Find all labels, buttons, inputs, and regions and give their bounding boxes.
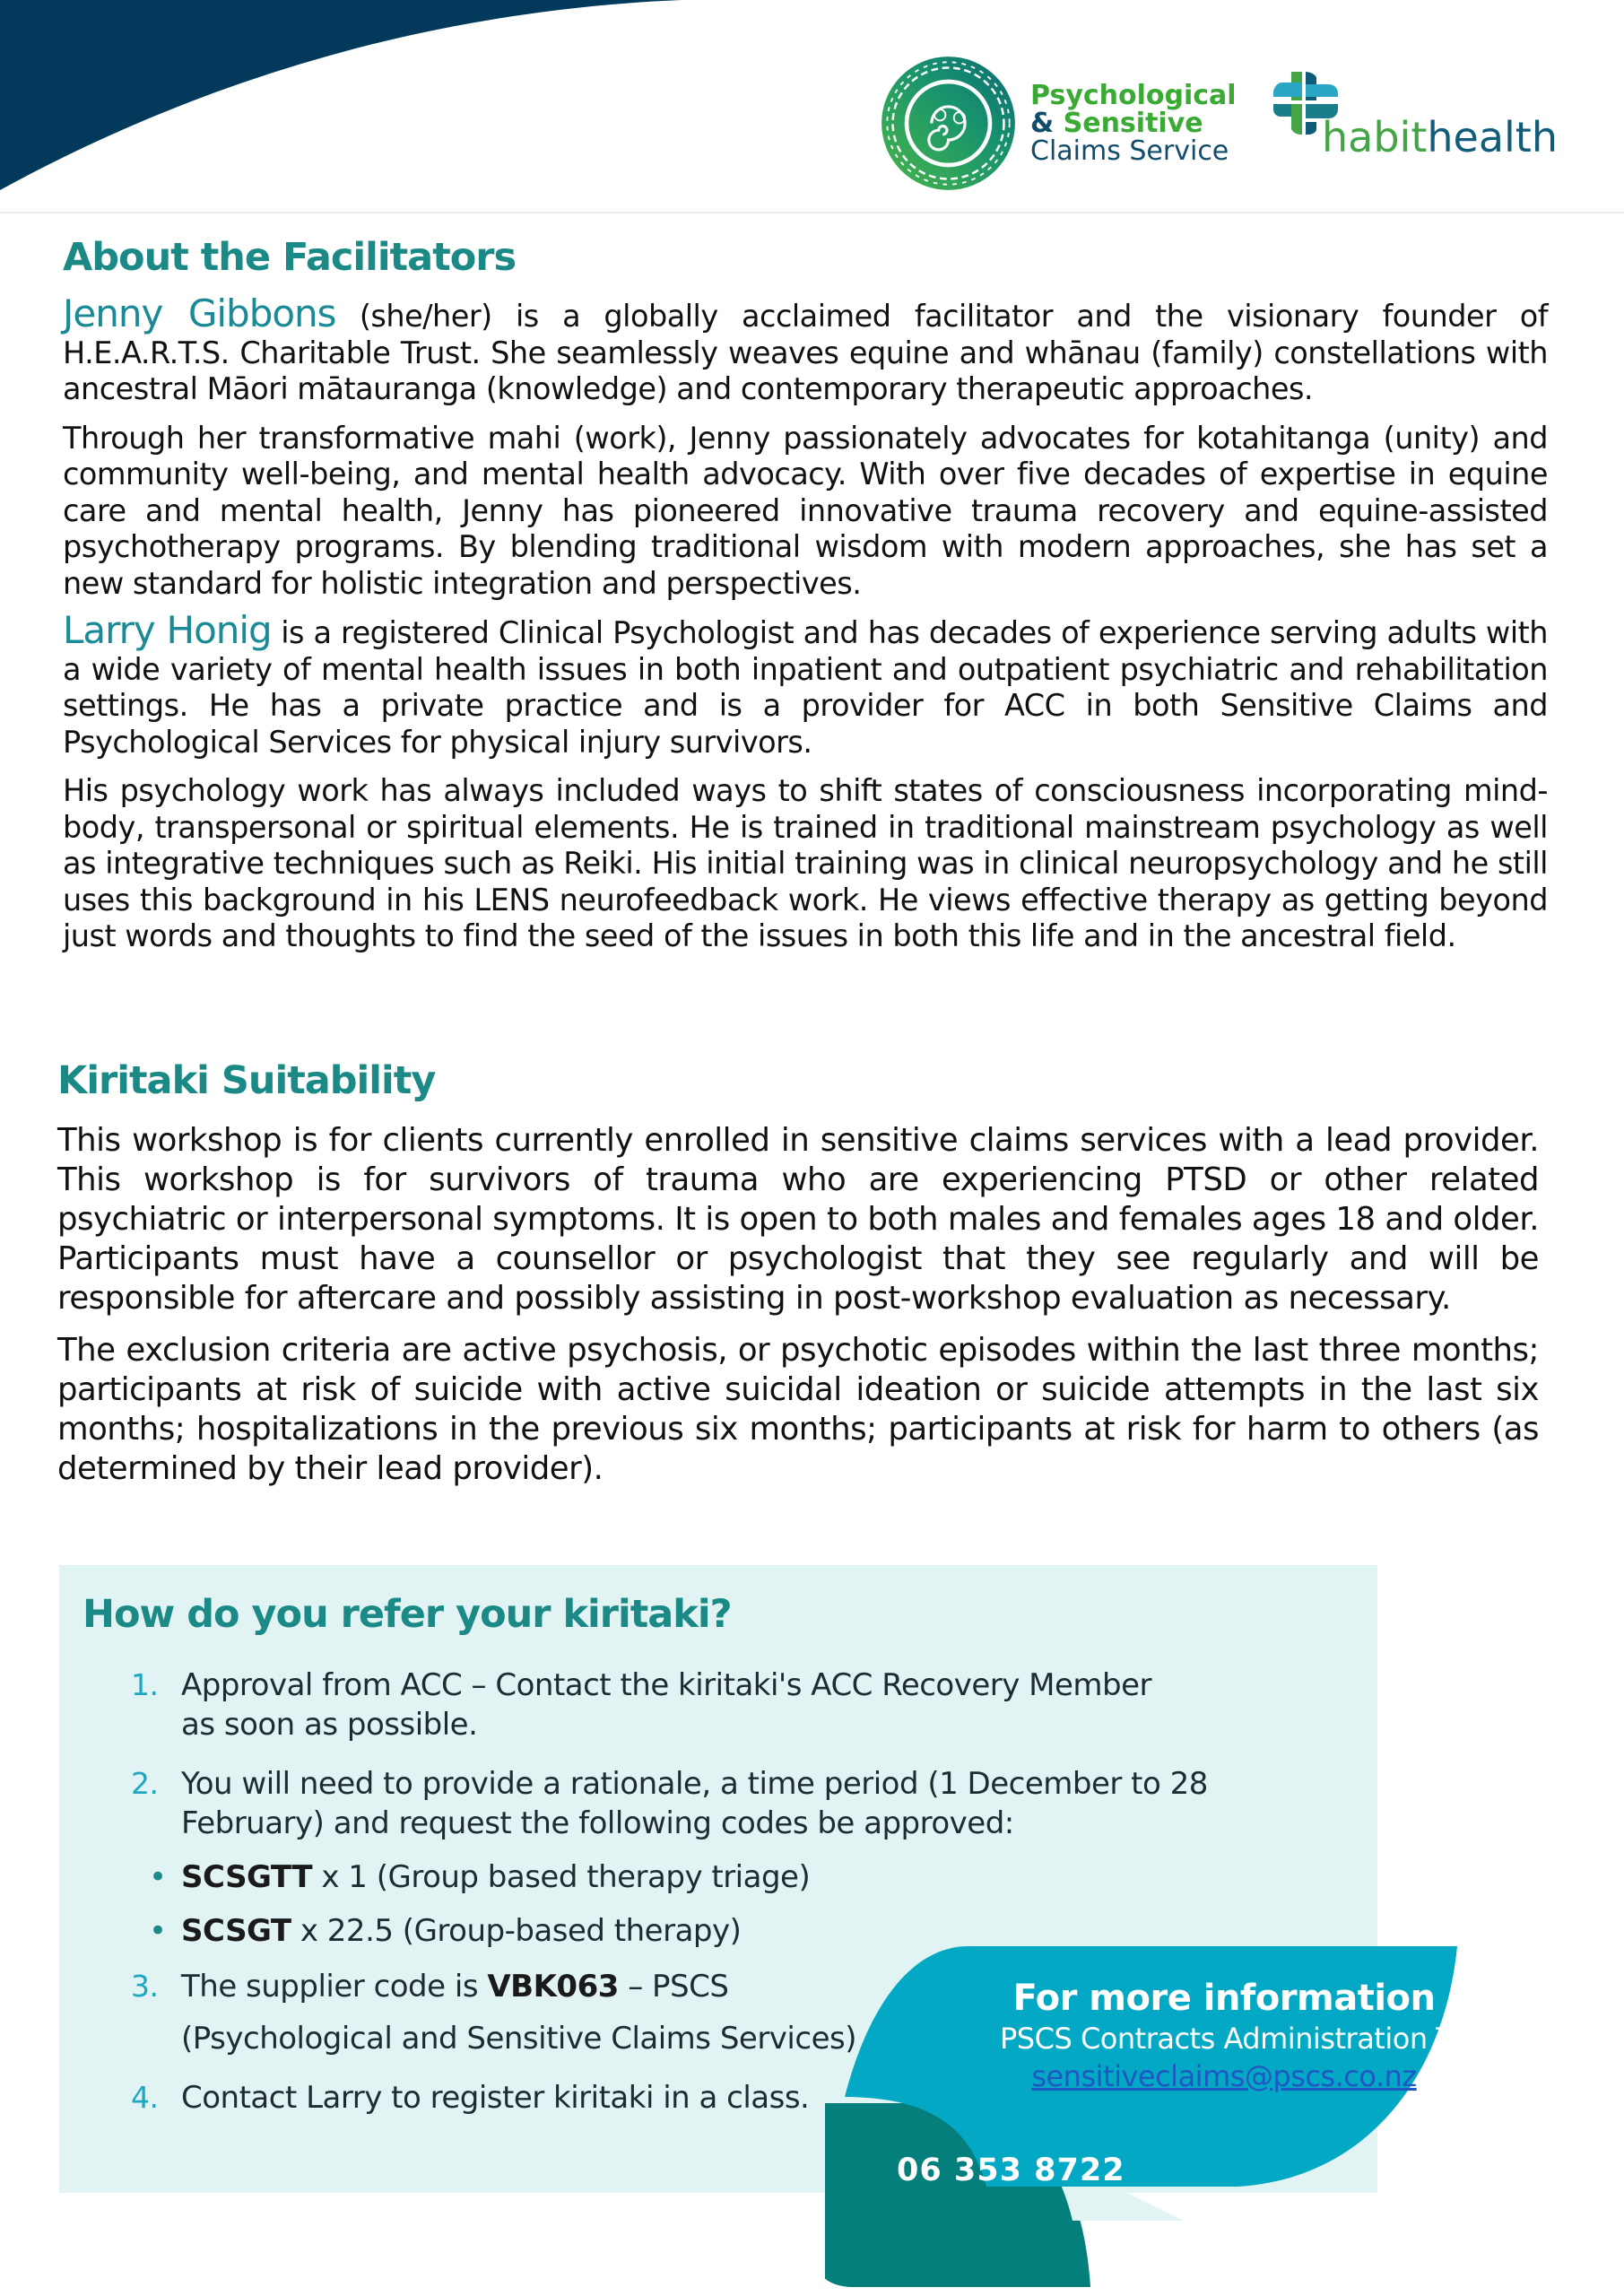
larry-bio-paragraph bbox=[63, 608, 1548, 761]
code-name: SCSGTT bbox=[181, 1859, 313, 1895]
step-text-after: – PSCS bbox=[618, 1969, 729, 2005]
step-text: You will need to provide a rationale, a time period (1 December to 28 February) and request the following codes be approved: bbox=[181, 1766, 1208, 1841]
suitability-section bbox=[57, 1058, 1539, 1489]
step-number: 4. bbox=[131, 2080, 159, 2115]
exclusion-criteria-paragraph: The exclusion criteria are active psychosis, or psychotic episodes within the last three months; participants at risk of suicide with active suicidal ideation or suicide attempts in the last six months; hospitalizations in the previous six months; participants at risk for harm to others (as determined by their lead provider). bbox=[57, 1332, 1539, 1487]
code-list-item bbox=[131, 1857, 1297, 1897]
koru-circle-logo-icon bbox=[879, 54, 1018, 193]
jenny-bio-paragraph-2: Through her transformative mahi (work), Jenny passionately advocates for kotahitanga (unity) and community well-being, and mental health advocacy. With over five decades of expertise in equine care and mental health, Jenny has pioneered innovative trauma recovery and equine-assisted psychotherapy programs. By blending traditional wisdom with modern approaches, she has set a new standard for holistic integration and perspectives. bbox=[63, 420, 1548, 601]
contact-title: For more information bbox=[1012, 1978, 1436, 2019]
habit-word: habit bbox=[1322, 113, 1428, 161]
header-swoosh-decoration bbox=[0, 0, 682, 197]
habithealth-wordmark bbox=[1322, 115, 1558, 160]
step-text: Contact Larry to register kiritaki in a class. bbox=[181, 2080, 810, 2116]
facilitators-section bbox=[63, 235, 1548, 955]
bullet-icon: • bbox=[149, 1859, 167, 1895]
jenny-bio-paragraph bbox=[63, 291, 1548, 408]
referral-step bbox=[131, 1665, 1185, 1744]
jenny-bio-text: (she/her) is a globally acclaimed facilitator and the visionary founder of H.E.A.R.T.S. Charitable Trust. She seamlessly weaves equine and whānau (family) constellations with ancestral Māori mātauranga (knowledge) and contemporary therapeutic approaches. bbox=[63, 299, 1548, 406]
step-text-before: The supplier code is bbox=[181, 1969, 488, 2005]
step-number: 2. bbox=[131, 1766, 159, 1801]
step-number: 3. bbox=[131, 1969, 159, 2004]
referral-step bbox=[131, 1764, 1257, 1843]
larry-name: Larry Honig bbox=[63, 608, 272, 652]
suitability-paragraph-1: This workshop is for clients currently enrolled in sensitive claims services with a lead provider. This workshop is for survivors of trauma who are experiencing PTSD or other related psychiatric or interpersonal symptoms. It is open to both males and females ages 18 and older. Participants must have a counsellor or psychologist that they see regularly and will be responsible for aftercare and possibly assisting in post-workshop evaluation as necessary. bbox=[57, 1122, 1539, 1317]
health-word: health bbox=[1427, 113, 1558, 161]
code-detail: x 1 (Group based therapy triage) bbox=[312, 1859, 811, 1895]
code-detail: x 22.5 (Group-based therapy) bbox=[291, 1913, 742, 1949]
contact-email-link[interactable]: sensitiveclaims@pscs.co.nz bbox=[1031, 2059, 1417, 2093]
habithealth-logo bbox=[1264, 72, 1558, 160]
contact-panel bbox=[825, 1946, 1624, 2296]
referral-heading: How do you refer your kiritaki? bbox=[83, 1592, 732, 1637]
pscs-ampersand: & bbox=[1030, 108, 1055, 139]
supplier-code: VBK063 bbox=[487, 1969, 619, 2005]
contact-team: PSCS Contracts Administration Team bbox=[1000, 2022, 1510, 2056]
bullet-icon: • bbox=[149, 1913, 167, 1949]
pscs-line3: Claims Service bbox=[1030, 135, 1229, 167]
code-list-item bbox=[131, 1911, 1297, 1951]
jenny-name: Jenny Gibbons bbox=[63, 291, 336, 335]
step-text: Approval from ACC – Contact the kiritaki's ACC Recovery Member as soon as possible. bbox=[181, 1667, 1152, 1743]
larry-bio-paragraph-2: His psychology work has always included ways to shift states of consciousness incorporating mind-body, transpersonal or spiritual elements. He is trained in traditional mainstream psychology as well as integrative techniques such as Reiki. His initial training was in clinical neuropsychology and he still uses this background in his LENS neurofeedback work. He views effective therapy as getting beyond just words and thoughts to find the seed of the issues in both this life and in the ancestral field. bbox=[63, 773, 1548, 953]
code-name: SCSGT bbox=[181, 1913, 291, 1949]
pscs-line1: Psychological bbox=[1030, 80, 1237, 111]
step-text-line2: (Psychological and Sensitive Claims Services) bbox=[181, 2021, 856, 2057]
facilitators-heading: About the Facilitators bbox=[63, 235, 517, 280]
larry-bio-text: is a registered Clinical Psychologist and has decades of experience serving adults with a wide variety of mental health issues in both inpatient and outpatient psychiatric and rehabilitation settings. He has a private practice and is a provider for ACC in both Sensitive Claims and Psychological Services for physical injury survivors. bbox=[63, 615, 1548, 760]
pscs-line2: Sensitive bbox=[1063, 108, 1203, 139]
pscs-wordmark bbox=[1030, 82, 1237, 165]
contact-text bbox=[1000, 1977, 1510, 2095]
suitability-heading: Kiritaki Suitability bbox=[57, 1058, 436, 1103]
step-number: 1. bbox=[131, 1667, 159, 1702]
pscs-logo bbox=[879, 54, 1237, 193]
contact-phone: 06 353 8722 bbox=[897, 2152, 1125, 2188]
header-divider bbox=[0, 212, 1624, 213]
